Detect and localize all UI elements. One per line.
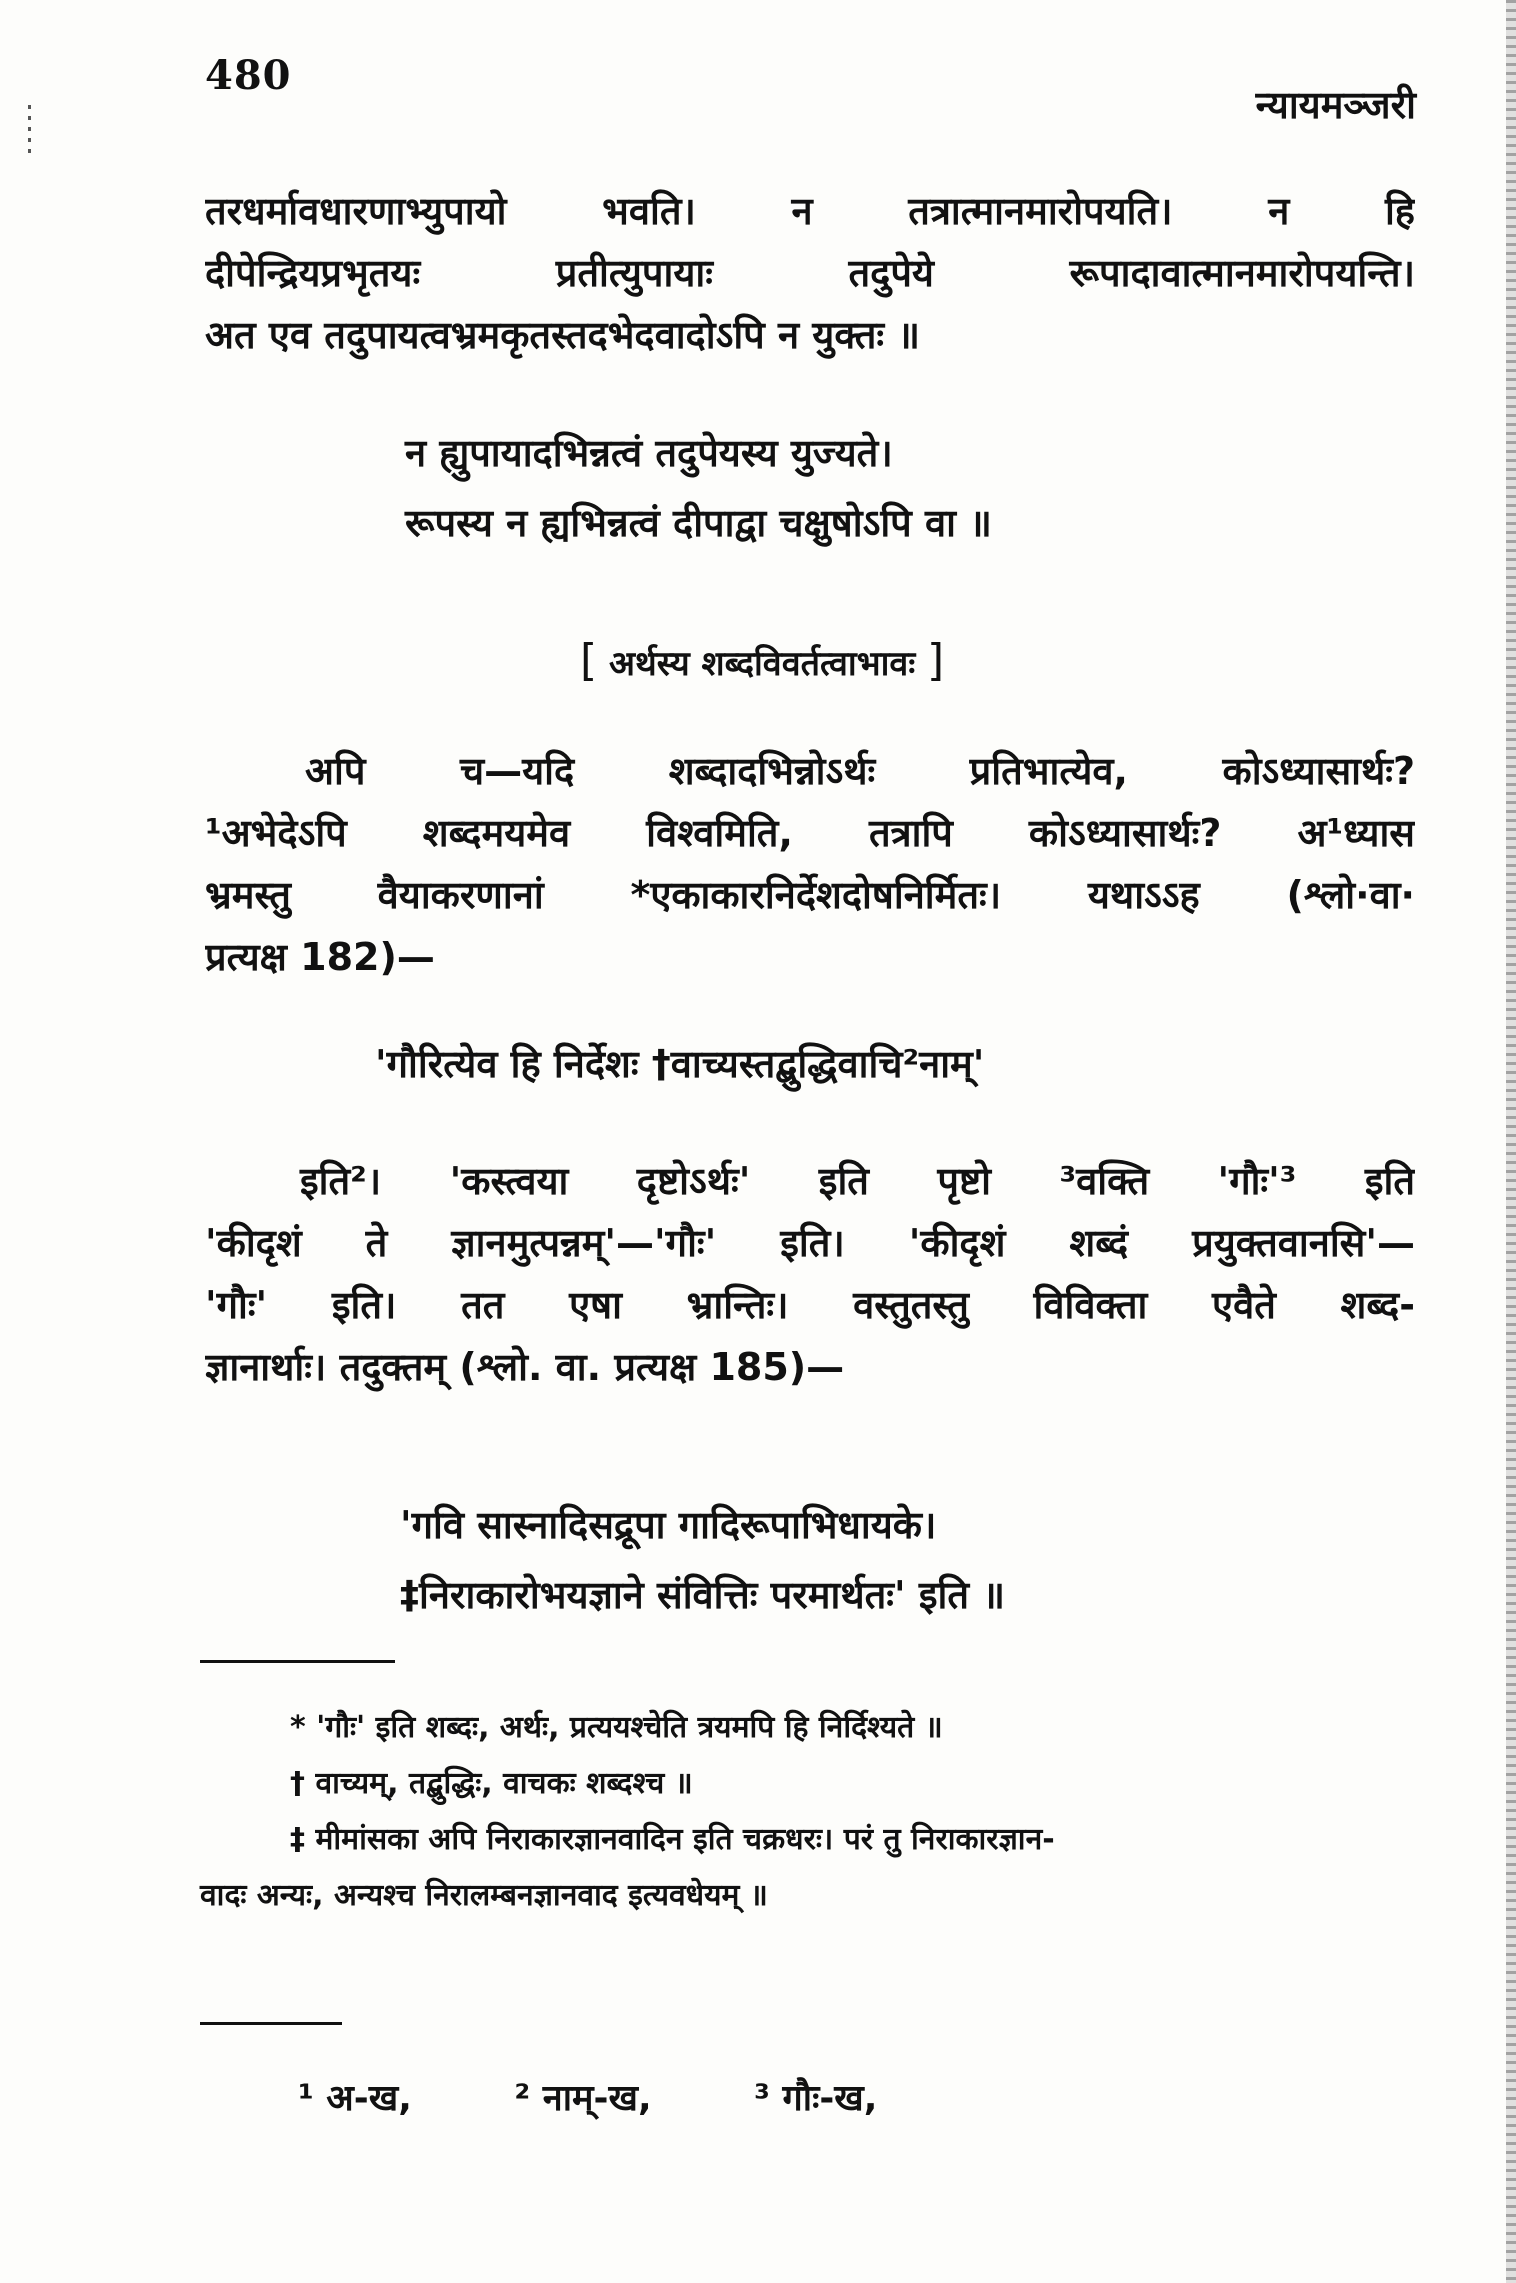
running-head: न्यायमञ्जरी xyxy=(1255,83,1416,127)
heading-close-bracket: ] xyxy=(927,635,945,686)
page-number: 480 xyxy=(205,52,292,99)
verse-line: ‡निराकारोभयज्ञाने संवित्तिः परमार्थतः' इति ॥ xyxy=(400,1573,1005,1617)
text-line: इति²। 'कस्त्वया दृष्टोऽर्थः' इति पृष्टो ³वक्ति 'गौः'³ इति xyxy=(300,1159,1415,1203)
text-line: 'गौः' इति। तत एषा भ्रान्तिः। वस्तुतस्तु विविक्ता एवैते शब्द- xyxy=(205,1283,1415,1327)
footnote-line: † वाच्यम्, तद्बुद्धिः, वाचकः शब्दश्च ॥ xyxy=(290,1766,693,1801)
paragraph-2 xyxy=(205,740,1415,988)
text-line: भ्रमस्तु वैयाकरणानां *एकाकारनिर्देशदोषनिर्मितः। यथाऽऽह (श्लो·वा· xyxy=(205,873,1415,917)
scan-margin-marks xyxy=(28,105,31,160)
footnote-line: * 'गौः' इति शब्दः, अर्थः, प्रत्ययश्चेति त्रयमपि हि निर्दिश्यते ॥ xyxy=(290,1710,943,1745)
quoted-verse: 'गौरित्येव हि निर्देशः †वाच्यस्तद्बुद्धिवाचि²नाम्' xyxy=(375,1042,985,1086)
footnotes xyxy=(200,1700,1510,1924)
text-line: अत एव तदुपायत्वभ्रमकृतस्तदभेदवादोऽपि न युक्तः ॥ xyxy=(205,313,921,357)
verse-line: रूपस्य न ह्यभिन्नत्वं दीपाद्वा चक्षुषोऽपि वा ॥ xyxy=(405,501,992,545)
verse-2 xyxy=(400,1490,1005,1630)
section-heading xyxy=(580,635,944,686)
variant-divider xyxy=(200,2022,342,2025)
text-line: 'कीदृशं ते ज्ञानमुत्पन्नम्'—'गौः' इति। 'कीदृशं शब्दं प्रयुक्तवानसि'— xyxy=(205,1221,1415,1265)
verse-1 xyxy=(405,418,992,558)
verse-line: 'गवि सास्नादिसद्रूपा गादिरूपाभिधायके। xyxy=(400,1503,937,1547)
variant-reading: ³ गौः-ख, xyxy=(754,2078,878,2119)
footnote-line: वादः अन्यः, अन्यश्च निरालम्बनज्ञानवाद इत्यवधेयम् ॥ xyxy=(200,1878,768,1913)
verse-line: न ह्युपायादभिन्नत्वं तदुपेयस्य युज्यते। xyxy=(405,431,893,475)
text-line: ¹अभेदेऽपि शब्दमयमेव विश्वमिति, तत्रापि कोऽध्यासार्थः? अ¹ध्यास xyxy=(205,811,1415,855)
variant-reading: ² नाम्-ख, xyxy=(514,2078,652,2119)
footnote-divider xyxy=(200,1660,395,1663)
text-line: अपि च—यदि शब्दादभिन्नोऽर्थः प्रतिभात्येव, कोऽध्यासार्थः? xyxy=(305,749,1415,793)
text-line: दीपेन्द्रियप्रभृतयः प्रतीत्युपायाः तदुपेये रूपादावात्मानमारोपयन्ति। xyxy=(205,251,1415,295)
footnote-line: ‡ मीमांसका अपि निराकारज्ञानवादिन इति चक्रधरः। परं तु निराकारज्ञान- xyxy=(290,1822,1055,1857)
text-line: तरधर्मावधारणाभ्युपायो भवति। न तत्रात्मानमारोपयति। न हि xyxy=(205,189,1415,233)
text-line: ज्ञानार्थाः। तदुक्तम् (श्लो. वा. प्रत्यक्ष 185)— xyxy=(205,1345,845,1389)
variant-reading: ¹ अ-ख, xyxy=(298,2078,412,2119)
text-line: प्रत्यक्ष 182)— xyxy=(205,935,435,979)
paragraph-1 xyxy=(205,180,1415,366)
heading-text: अर्थस्य शब्दविवर्तत्वाभावः xyxy=(609,644,916,684)
page-binding-edge xyxy=(1506,0,1516,2283)
paragraph-3 xyxy=(205,1150,1415,1398)
heading-open-bracket: [ xyxy=(580,635,598,686)
variant-readings xyxy=(298,2072,967,2121)
